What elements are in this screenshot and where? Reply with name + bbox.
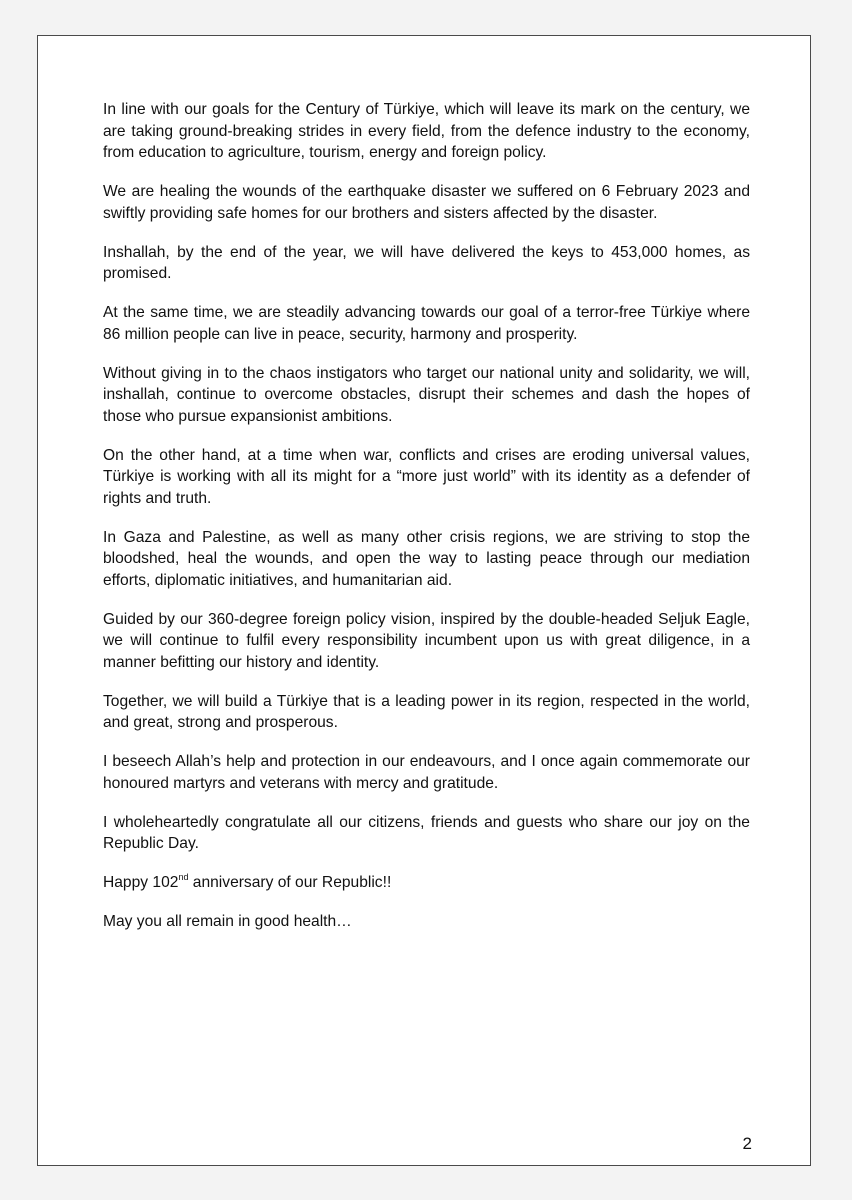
paragraph-just-world: On the other hand, at a time when war, conflicts and crises are eroding universal values, Türkiye is working with all its might for a “more just world” with its identity as a defender of rights and truth.	[103, 446, 750, 507]
anniversary-suffix: anniversary of our Republic!!	[188, 874, 392, 891]
paragraph-century-goals: In line with our goals for the Century of Türkiye, which will leave its mark on the century, we are taking ground-breaking strides in every field, from the defence industry to the economy, from education to agriculture, tourism, energy and foreign policy.	[103, 101, 750, 161]
paragraph-homes-keys: Inshallah, by the end of the year, we will have delivered the keys to 453,000 homes, as promised.	[103, 243, 750, 282]
paragraph-congratulations: I wholeheartedly congratulate all our citizens, friends and guests who share our joy on the Republic Day.	[103, 813, 750, 852]
paragraph-gaza-palestine: In Gaza and Palestine, as well as many other crisis regions, we are striving to stop the bloodshed, heal the wounds, and open the way to lasting peace through our mediation efforts, diplomatic initiatives, and humanitarian aid.	[103, 528, 750, 589]
paragraph-martyrs-veterans: I beseech Allah’s help and protection in our endeavours, and I once again commemorate our honoured martyrs and veterans with mercy and gratitude.	[103, 753, 750, 792]
anniversary-prefix: Happy 102	[103, 874, 179, 891]
document-body	[103, 99, 750, 950]
anniversary-ordinal-suffix: nd	[178, 871, 189, 882]
document-page	[37, 35, 811, 1166]
page-number: 2	[742, 1134, 752, 1153]
paragraph-closing: May you all remain in good health…	[103, 913, 352, 930]
paragraph-earthquake: We are healing the wounds of the earthquake disaster we suffered on 6 February 2023 and swiftly providing safe homes for our brothers and sisters affected by the disaster.	[103, 183, 750, 222]
paragraph-anniversary	[103, 872, 750, 894]
paragraph-foreign-policy: Guided by our 360-degree foreign policy vision, inspired by the double-headed Seljuk Eagle, we will continue to fulfil every responsibility incumbent upon us with great diligence, in a manner befitting our history and identity.	[103, 610, 750, 671]
paragraph-national-unity: Without giving in to the chaos instigators who target our national unity and solidarity, we will, inshallah, continue to overcome obstacles, disrupt their schemes and dash the hopes of those who pursue expansionist ambitions.	[103, 364, 750, 425]
paragraph-terror-free: At the same time, we are steadily advancing towards our goal of a terror-free Türkiye where 86 million people can live in peace, security, harmony and prosperity.	[103, 304, 750, 343]
paragraph-leading-power: Together, we will build a Türkiye that is a leading power in its region, respected in the world, and great, strong and prosperous.	[103, 692, 750, 731]
